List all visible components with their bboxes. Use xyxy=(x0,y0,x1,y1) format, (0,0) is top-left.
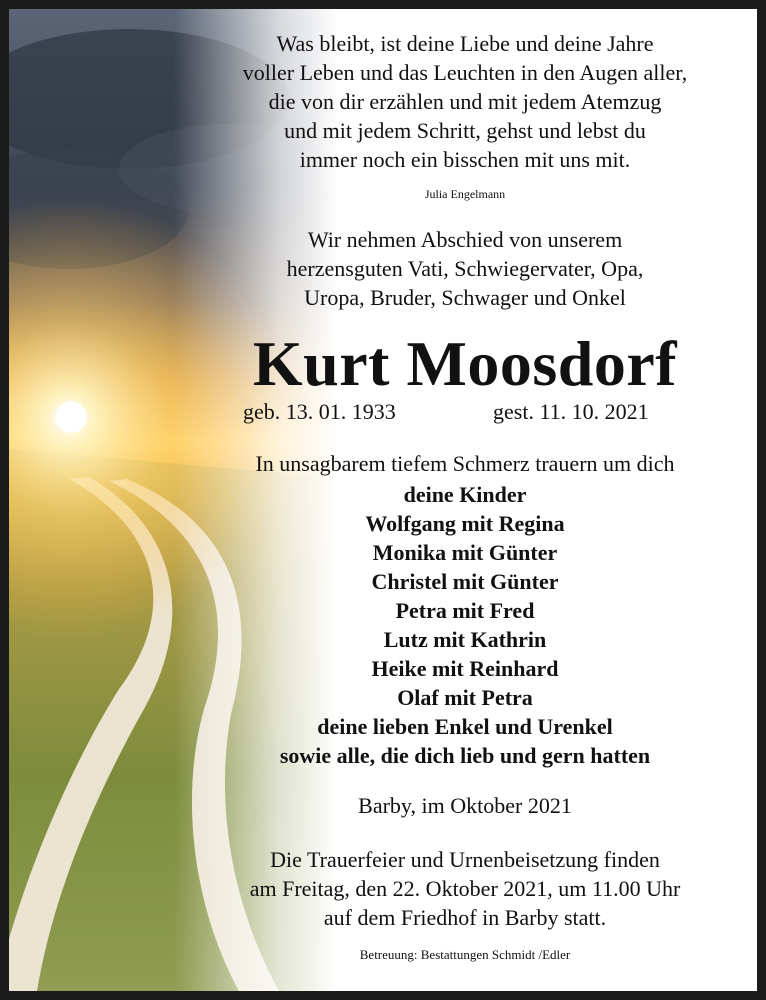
obituary-card xyxy=(9,9,757,991)
poem-line: Was bleibt, ist deine Liebe und deine Jahre xyxy=(276,31,654,56)
mourner-line: deine Kinder xyxy=(403,482,527,507)
poem-line: die von dir erzählen und mit jedem Atemzug xyxy=(268,89,662,114)
mourner-line: Olaf mit Petra xyxy=(397,685,533,710)
birth-date: geb. 13. 01. 1933 xyxy=(243,399,396,424)
mourner-line: sowie alle, die dich lieb und gern hatten xyxy=(279,743,651,768)
deceased-name: Kurt Moosdorf xyxy=(252,328,678,399)
poem-line: immer noch ein bisschen mit uns mit. xyxy=(299,147,631,172)
poem-line: voller Leben und das Leuchten in den Augen aller, xyxy=(242,60,688,85)
place-date: Barby, im Oktober 2021 xyxy=(358,793,572,818)
obituary-text xyxy=(9,9,757,991)
mourner-line: Christel mit Günter xyxy=(371,569,559,594)
farewell-line: Wir nehmen Abschied von unserem xyxy=(307,227,623,252)
mourner-line: deine lieben Enkel und Urenkel xyxy=(317,714,613,739)
poem-line: und mit jedem Schritt, gehst und lebst du xyxy=(284,118,646,143)
service-line: auf dem Friedhof in Barby statt. xyxy=(323,905,607,930)
mourner-line: Monika mit Günter xyxy=(372,540,558,565)
mourner-line: Heike mit Reinhard xyxy=(371,656,559,681)
service-line: Die Trauerfeier und Urnenbeisetzung finden xyxy=(270,847,660,872)
death-date: gest. 11. 10. 2021 xyxy=(493,399,649,424)
farewell-line: Uropa, Bruder, Schwager und Onkel xyxy=(304,285,626,310)
mourner-line: Wolfgang mit Regina xyxy=(365,511,565,536)
undertaker-credit: Betreuung: Bestattungen Schmidt /Edler xyxy=(359,947,571,962)
farewell-line: herzensguten Vati, Schwiegervater, Opa, xyxy=(286,256,644,281)
service-line: am Freitag, den 22. Oktober 2021, um 11.00 Uhr xyxy=(249,876,681,901)
mourners-intro: In unsagbarem tiefem Schmerz trauern um dich xyxy=(255,451,675,476)
poem-author: Julia Engelmann xyxy=(424,187,506,201)
mourner-line: Lutz mit Kathrin xyxy=(383,627,547,652)
mourner-line: Petra mit Fred xyxy=(395,598,535,623)
